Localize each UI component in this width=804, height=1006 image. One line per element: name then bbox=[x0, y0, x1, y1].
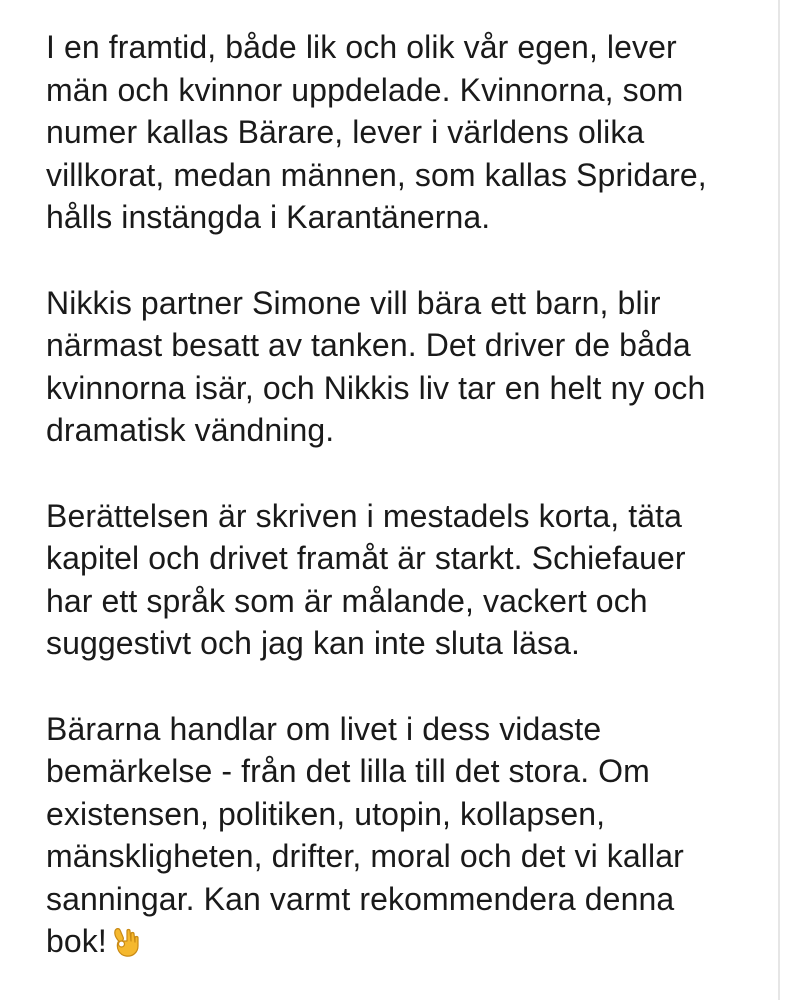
paragraph-1 bbox=[46, 26, 766, 239]
paragraph-2 bbox=[46, 282, 766, 452]
text-line: kvinnorna isär, och Nikkis liv tar en helt ny och bbox=[46, 369, 706, 406]
text-line-end: bok! bbox=[46, 923, 107, 959]
text-line: villkorat, medan männen, som kallas Spridare, bbox=[46, 156, 707, 193]
text-line: numer kallas Bärare, lever i världens olika bbox=[46, 114, 645, 150]
text-line: dramatisk vändning. bbox=[46, 412, 335, 448]
text-line: suggestivt och jag kan inte sluta läsa. bbox=[46, 625, 580, 661]
text-line: Bärarna handlar om livet i dess vidaste bbox=[46, 710, 602, 747]
text-line: mänskligheten, drifter, moral och det vi kallar bbox=[46, 838, 684, 874]
review-text bbox=[46, 26, 766, 1006]
paragraph-4 bbox=[46, 708, 766, 963]
text-line: har ett språk som är målande, vackert och bbox=[46, 582, 648, 619]
text-line: kapitel och drivet framåt är starkt. Schiefauer bbox=[46, 540, 686, 576]
text-line: män och kvinnor uppdelade. Kvinnorna, som bbox=[46, 71, 684, 108]
scrollbar-track[interactable] bbox=[778, 0, 780, 1000]
text-line: Nikkis partner Simone vill bära ett barn, blir bbox=[46, 284, 661, 321]
text-line: sanningar. Kan varmt rekommendera denna bbox=[46, 880, 675, 917]
text-line: I en framtid, både lik och olik vår egen, lever bbox=[46, 29, 677, 65]
paragraph-3 bbox=[46, 495, 766, 665]
text-line: existensen, politiken, utopin, kollapsen, bbox=[46, 795, 606, 832]
text-line: hålls instängda i Karantänerna. bbox=[46, 199, 491, 235]
text-line: närmast besatt av tanken. Det driver de båda bbox=[46, 327, 691, 363]
text-line: Berättelsen är skriven i mestadels korta, täta bbox=[46, 497, 682, 534]
text-line: bemärkelse - från det lilla till det stora. Om bbox=[46, 753, 650, 789]
text-line-last bbox=[46, 920, 766, 963]
ok-hand-emoji-icon bbox=[108, 922, 142, 958]
